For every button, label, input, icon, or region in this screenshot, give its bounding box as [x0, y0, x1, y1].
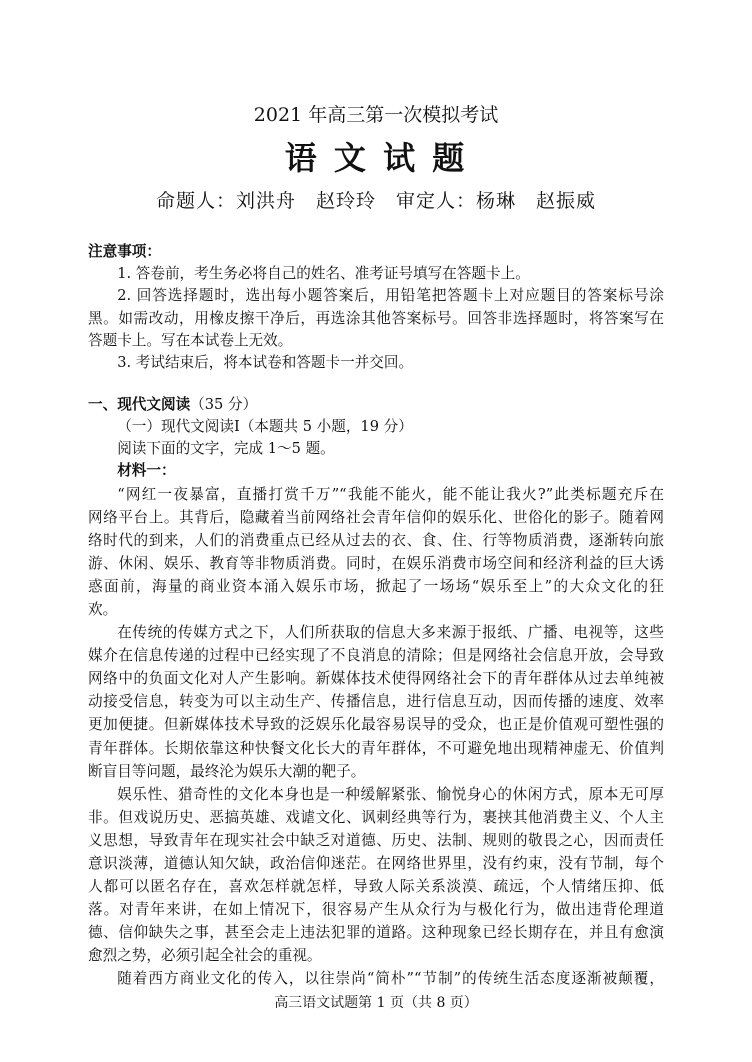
paragraph-3-line-5: 人都可以匿名存在，喜欢怎样就怎样，导致人际关系淡漠、疏远，个人情绪压抑、低: [88, 878, 664, 896]
paragraph-2: [88, 621, 664, 783]
notice-item-3: 3. 考试结束后，将本试卷和答题卡一并交回。: [117, 354, 414, 372]
paragraph-2-line-7: 断盲目等问题，最终沦为娱乐大潮的靶子。: [88, 762, 366, 780]
reading-section: [88, 394, 664, 482]
paragraph-3-line-6: 落。对青年来讲，在如上情况下，很容易产生从众行为与极化行为，做出违背伦理道: [88, 901, 664, 919]
paragraph-4-line-1: 随着西方商业文化的传入，以往崇尚“简朴”“节制”的传统生活态度逐渐被颠覆，: [117, 970, 664, 988]
paragraph-3-line-7: 德、信仰缺失之事，甚至会走上违法犯罪的道路。这种现象已经长期存在，并且有愈演: [88, 924, 664, 942]
paragraph-2-line-1: 在传统的传媒方式之下，人们所获取的信息大多来源于报纸、广播、电视等，这些: [117, 624, 664, 642]
exam-title: 2021 年高三第一次模拟考试: [253, 104, 499, 126]
paragraph-2-line-5: 更加便捷。但新媒体技术导致的泛娱乐化最容易误导的受众，也正是价值观可塑性强的: [88, 716, 664, 734]
paragraph-2-line-4: 动接受信息，转变为可以主动生产、传播信息，进行信息互动，因而传播的速度、效率: [88, 693, 664, 711]
section-score: （35 分）: [190, 396, 258, 413]
notice-heading: 注意事项：: [88, 243, 161, 260]
paragraph-3-line-4: 意识淡薄，道德认知欠缺，政治信仰迷茫。在网络世界里，没有约束，没有节制，每个: [88, 855, 664, 872]
paragraph-1: [88, 483, 664, 622]
paragraph-1-line-5: 惑面前，海量的商业资本涌入娱乐市场，掀起了一场场“娱乐至上”的大众文化的狂: [88, 577, 664, 595]
paragraph-2-line-2: 媒介在信息传递的过程中已经实现了不良消息的清除；但是网络社会信息开放，会导致: [88, 647, 664, 665]
material-label: 材料一：: [117, 462, 176, 479]
paragraph-2-line-6: 青年群体。长期依靠这种快餐文化长大的青年群体，不可避免地出现精神虚无、价值判: [88, 739, 664, 757]
notice-section: [88, 241, 664, 374]
material-text: [88, 483, 664, 991]
notice-item-2-line-2: 黑。如需改动，用橡皮擦干净后，再选涂其他答案标号。回答非选择题时，将答案写在: [88, 309, 664, 327]
paragraph-3: [88, 783, 664, 968]
notice-item-2-line-1: 2. 回答选择题时，选出每小题答案后，用铅笔把答题卡上对应题目的答案标号涂: [117, 287, 664, 305]
paragraph-2-line-3: 网络中的负面文化对人产生影响。新媒体技术使得网络社会下的青年群体从过去单纯被: [88, 670, 664, 688]
paragraph-3-line-1: 娱乐性、猎奇性的文化本身也是一种缓解紧张、愉悦身心的休闲方式，原本无可厚: [117, 785, 664, 803]
paragraph-3-line-3: 义思想，导致青年在现实社会中缺乏对道德、历史、法制、规则的敬畏之心，因而责任: [88, 831, 664, 849]
section-heading: [88, 394, 664, 416]
paragraph-1-line-3: 络时代的到来，人们的消费重点已经从过去的衣、食、住、行等物质消费，逐渐转向旅: [88, 531, 664, 549]
notice-item-2-line-3: 答题卡上。写在本试卷上无效。: [88, 331, 293, 349]
paragraph-3-line-2: 非。但戏说历史、恶搞英雄、戏谑文化、讽刺经典等行为，裹挟其他消费主义、个人主: [88, 808, 664, 826]
paragraph-1-line-1: “网红一夜暴富，直播打赏千万”“我能不能火，能不能让我火?”此类标题充斥在: [117, 485, 664, 503]
paragraph-1-line-2: 网络平台上。其背后，隐藏着当前网络社会青年信仰的娱乐化、世俗化的影子。随着网: [88, 508, 664, 526]
reading-instruction: 阅读下面的文字，完成 1～5 题。: [117, 440, 335, 457]
paragraph-4: [88, 967, 664, 990]
paragraph-1-line-6: 欢。: [88, 600, 118, 618]
authors-line: 命题人：刘洪舟 赵玲玲 审定人：杨琳 赵振威: [155, 190, 596, 212]
paragraph-3-line-8: 愈烈之势，必须引起全社会的重视。: [88, 947, 322, 965]
subsection-title: （一）现代文阅读Ⅰ（本题共 5 小题，19 分）: [117, 418, 413, 435]
subject-title: 语 文 试 题: [284, 139, 468, 177]
page-footer: 高三语文试题第 1 页（共 8 页）: [274, 995, 478, 1011]
section-title: 一、现代文阅读: [88, 396, 191, 413]
paragraph-1-line-4: 游、休闲、娱乐、教育等非物质消费。同时，在娱乐消费市场空间和经济利益的巨大诱: [88, 554, 664, 572]
notice-item-1: 1. 答卷前，考生务必将自己的姓名、准考证号填写在答题卡上。: [117, 265, 530, 283]
